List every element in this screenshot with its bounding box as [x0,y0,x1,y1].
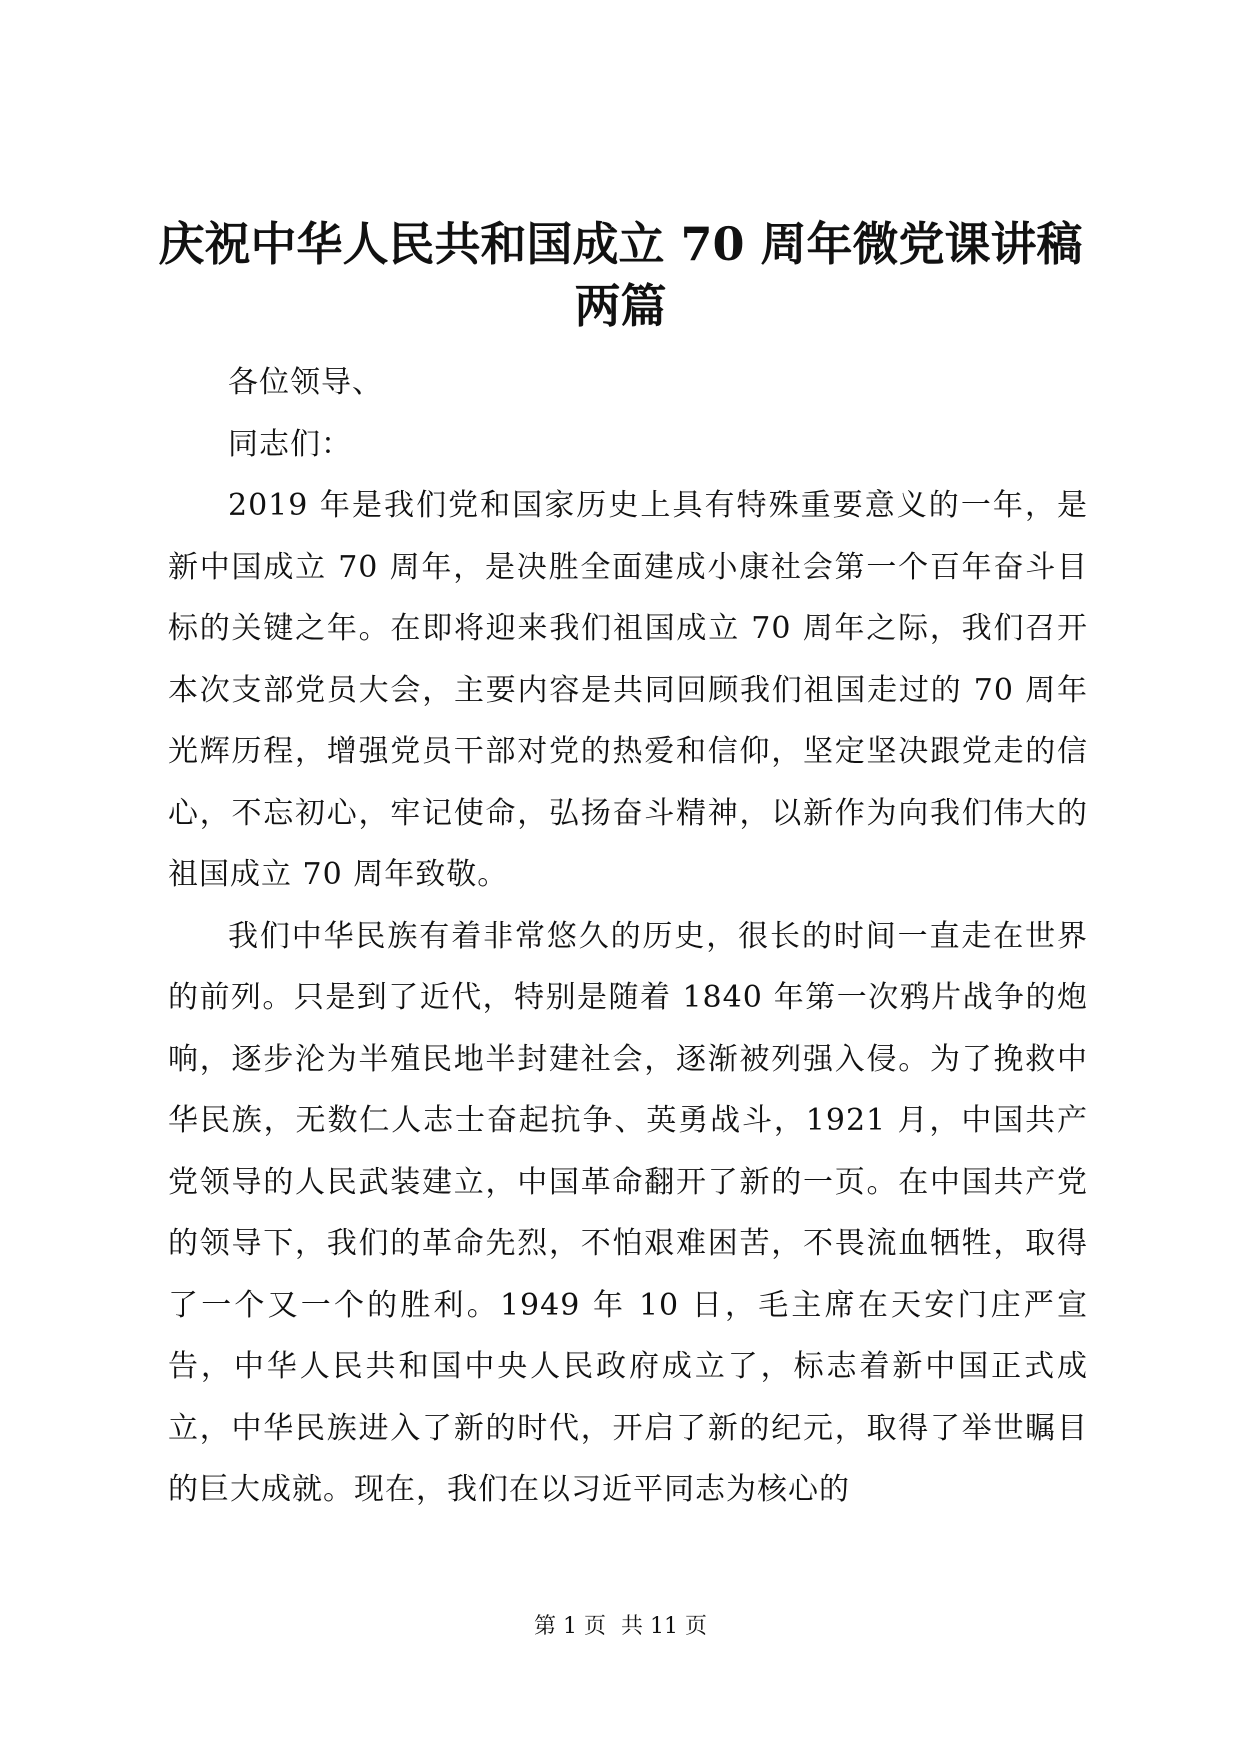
page-total: 共 11 页 [621,1614,707,1639]
document-title [150,213,1091,337]
paragraph-1: 2019 年是我们党和国家历史上具有特殊重要意义的一年，是新中国成立 70 周年，是决胜全面建成小康社会第一个百年奋斗目标的关键之年。在即将迎来我们祖国成立 70 周年之际，我们召开本次支部党员大会，主要内容是共同回顾我们祖国走过的 70 周年光辉历程，增强党员干部对党的热爱和信仰，坚定坚决跟党走的信心，不忘初心，牢记使命，弘扬奋斗精神，以新作为向我们伟大的祖国成立 70 周年致敬。 [168,488,1088,892]
salutation-comrades: 同志们： [228,426,352,462]
page-footer [0,1612,1241,1642]
salutation-leaders: 各位领导、 [228,365,383,400]
paragraph-2: 我们中华民族有着非常悠久的历史，很长的时间一直走在世界的前列。只是到了近代，特别是随着 1840 年第一次鸦片战争的炮响，逐步沦为半殖民地半封建社会，逐渐被列强入侵。为了挽救中华民族，无数仁人志士奋起抗争、英勇战斗，1921 月，中国共产党领导的人民武装建立，中国革命翻开了新的一页。在中国共产党的领导下，我们的革命先烈，不怕艰难困苦，不畏流血牺牲，取得了一个又一个的胜利。1949 年 10 日，毛主席在天安门庄严宣告，中华人民共和国中央人民政府成立了，标志着新中国正式成立，中华民族进入了新的时代，开启了新的纪元，取得了举世瞩目的巨大成就。现在，我们在以习近平同志为核心的 [168,918,1088,1507]
page-number: 第 1 页 [534,1614,606,1639]
document-body [168,352,1088,1521]
title-line-1: 庆祝中华人民共和国成立 70 周年微党课讲稿 [158,217,1083,271]
title-line-2: 两篇 [574,279,667,333]
